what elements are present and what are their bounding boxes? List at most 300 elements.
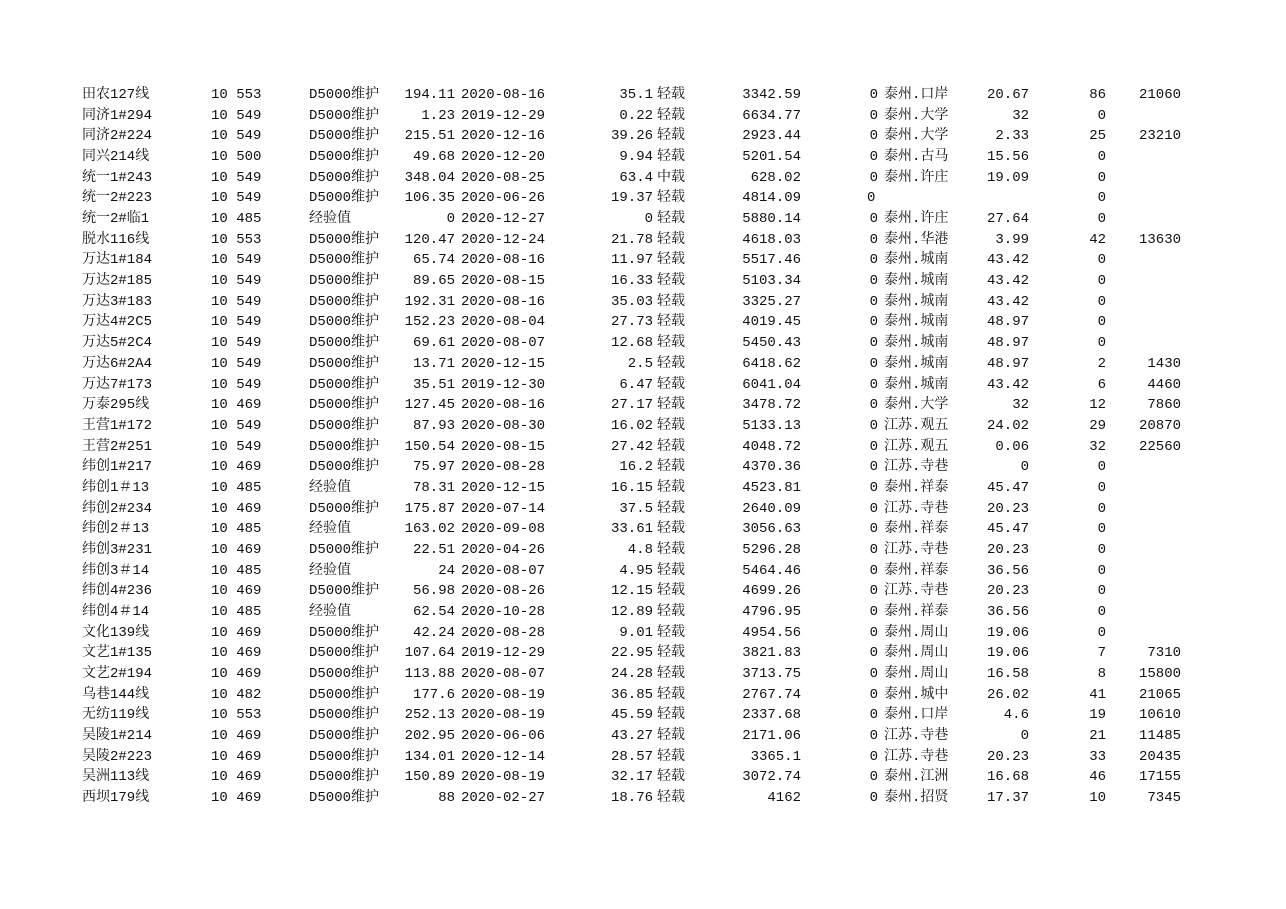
value-cell: 69.61 — [412, 335, 455, 352]
metric-cell: 43.42 — [986, 376, 1029, 393]
value-cell: 62.54 — [412, 604, 455, 620]
value-cell: 49.68 — [412, 149, 455, 166]
line-name-cell: 纬创3＃14 — [82, 562, 150, 579]
capacity-cell: 3072.74 — [742, 769, 801, 786]
location-cell: 江苏.观五 — [884, 417, 949, 434]
flag-cell: 0 — [869, 211, 878, 228]
load-status-cell: 轻载 — [657, 521, 685, 538]
metric-cell: 0 — [1020, 459, 1029, 476]
table-row — [0, 85, 1286, 106]
table-row — [0, 416, 1286, 437]
metric-cell: 36.56 — [986, 562, 1029, 579]
value-cell: 215.51 — [404, 128, 455, 145]
table-row — [0, 354, 1286, 375]
capacity-cell: 4048.72 — [742, 438, 801, 455]
flag-cell: 0 — [869, 479, 878, 496]
date-cell: 2020-08-26 — [461, 583, 546, 600]
metric-cell: 15.56 — [986, 149, 1029, 166]
load-status-cell: 轻载 — [657, 190, 685, 207]
method-cell: D5000维护 — [309, 541, 380, 558]
total-cell: 7860 — [1147, 397, 1181, 414]
method-cell: D5000维护 — [309, 107, 380, 124]
code-cell: 10 549 — [211, 252, 262, 269]
total-cell — [1110, 457, 1181, 478]
line-name-cell: 万达1#184 — [82, 252, 153, 269]
flag-cell: 0 — [869, 666, 878, 683]
code-cell: 10 469 — [211, 459, 262, 476]
count-cell: 0 — [1097, 149, 1106, 166]
location-cell: 江苏.观五 — [884, 438, 949, 455]
metric-cell: 20.23 — [986, 583, 1029, 600]
total-cell — [1110, 581, 1181, 602]
count-cell: 8 — [1097, 666, 1106, 683]
metric-cell: 24.02 — [986, 417, 1029, 434]
capacity-cell: 2337.68 — [742, 707, 801, 724]
rate-cell: 63.4 — [619, 169, 653, 186]
total-cell: 15800 — [1138, 666, 1181, 683]
total-cell — [1110, 168, 1181, 189]
line-name-cell: 西坝179线 — [82, 790, 150, 807]
method-cell: D5000维护 — [309, 376, 380, 393]
count-cell: 25 — [1089, 128, 1106, 145]
date-cell: 2020-08-16 — [461, 397, 546, 414]
date-cell: 2020-08-16 — [461, 252, 546, 269]
date-cell: 2020-12-14 — [461, 748, 546, 765]
flag-cell: 0 — [869, 583, 878, 600]
metric-cell: 0.06 — [995, 438, 1029, 455]
flag-cell: 0 — [869, 107, 878, 124]
date-cell: 2020-07-14 — [461, 500, 546, 517]
line-name-cell: 纬创3#231 — [82, 541, 153, 558]
load-status-cell: 轻载 — [657, 149, 685, 166]
total-cell — [1110, 499, 1181, 520]
method-cell: D5000维护 — [309, 397, 380, 414]
method-cell: D5000维护 — [309, 293, 380, 310]
capacity-cell: 3478.72 — [742, 397, 801, 414]
date-cell: 2020-08-16 — [461, 87, 546, 103]
load-status-cell: 轻载 — [657, 500, 685, 517]
metric-cell: 45.47 — [986, 479, 1029, 496]
count-cell: 0 — [1097, 335, 1106, 352]
method-cell: D5000维护 — [309, 128, 380, 145]
code-cell: 10 469 — [211, 500, 262, 517]
rate-cell: 33.61 — [610, 521, 653, 538]
line-name-cell: 吴陵2#223 — [82, 748, 153, 765]
line-name-cell: 纬创1#217 — [82, 459, 153, 476]
code-cell: 10 469 — [211, 541, 262, 558]
location-cell: 泰州.招贤 — [884, 790, 949, 807]
method-cell: D5000维护 — [309, 314, 380, 331]
load-status-cell: 轻载 — [657, 748, 685, 765]
value-cell: 35.51 — [412, 376, 455, 393]
value-cell: 113.88 — [404, 666, 455, 683]
method-cell: D5000维护 — [309, 417, 380, 434]
method-cell: D5000维护 — [309, 728, 380, 745]
count-cell: 21 — [1089, 728, 1106, 745]
method-cell: D5000维护 — [309, 500, 380, 517]
table-row — [0, 250, 1286, 271]
location-cell: 泰州.祥泰 — [884, 562, 949, 579]
load-status-cell: 轻载 — [657, 624, 685, 641]
capacity-cell: 2171.06 — [742, 728, 801, 745]
capacity-cell: 3325.27 — [742, 293, 801, 310]
rate-cell: 32.17 — [610, 769, 653, 786]
rate-cell: 36.85 — [610, 686, 653, 703]
value-cell: 87.93 — [412, 417, 455, 434]
count-cell: 0 — [1097, 211, 1106, 228]
flag-cell: 0 — [869, 231, 878, 248]
method-cell: D5000维护 — [309, 707, 380, 724]
line-name-cell: 同兴214线 — [82, 149, 150, 166]
capacity-cell: 4162 — [767, 790, 801, 807]
flag-cell: 0 — [869, 500, 878, 517]
value-cell: 89.65 — [412, 273, 455, 290]
metric-cell: 3.99 — [995, 231, 1029, 248]
load-status-cell: 轻载 — [657, 790, 685, 807]
count-cell: 0 — [1097, 521, 1106, 538]
location-cell: 泰州.城南 — [884, 355, 949, 372]
method-cell: D5000维护 — [309, 686, 380, 703]
total-cell — [1110, 519, 1181, 540]
capacity-cell: 628.02 — [750, 169, 801, 186]
table-row — [0, 395, 1286, 416]
table-row — [0, 209, 1286, 230]
table-row — [0, 457, 1286, 478]
flag-cell: 0 — [869, 417, 878, 434]
date-cell: 2020-08-30 — [461, 417, 546, 434]
metric-cell: 45.47 — [986, 521, 1029, 538]
rate-cell: 2.5 — [627, 355, 653, 372]
code-cell: 10 469 — [211, 397, 262, 414]
rate-cell: 16.33 — [610, 273, 653, 290]
table-row — [0, 168, 1286, 189]
line-name-cell: 万达7#173 — [82, 376, 153, 393]
total-cell: 7310 — [1147, 645, 1181, 662]
total-cell — [1110, 147, 1181, 168]
rate-cell: 16.15 — [610, 479, 653, 496]
line-name-cell: 田农127线 — [82, 87, 150, 103]
capacity-cell: 6418.62 — [742, 355, 801, 372]
location-cell: 泰州.周山 — [884, 624, 949, 641]
location-cell: 泰州.祥泰 — [884, 479, 949, 496]
method-cell: D5000维护 — [309, 624, 380, 641]
count-cell: 0 — [1097, 624, 1106, 641]
capacity-cell: 5880.14 — [742, 211, 801, 228]
metric-cell: 0 — [1020, 728, 1029, 745]
total-cell: 11485 — [1138, 728, 1181, 745]
line-name-cell: 乌巷144线 — [82, 686, 150, 703]
flag-cell: 0 — [869, 728, 878, 745]
flag-cell: 0 — [869, 355, 878, 372]
count-cell: 0 — [1097, 479, 1106, 496]
capacity-cell: 4370.36 — [742, 459, 801, 476]
value-cell: 0 — [446, 211, 455, 228]
total-cell: 7345 — [1147, 790, 1181, 807]
code-cell: 10 469 — [211, 748, 262, 765]
location-cell: 江苏.寺巷 — [884, 748, 949, 765]
table-row — [0, 147, 1286, 168]
method-cell: D5000维护 — [309, 666, 380, 683]
value-cell: 1.23 — [421, 107, 455, 124]
table-row — [0, 726, 1286, 747]
table-row — [0, 561, 1286, 582]
rate-cell: 27.73 — [610, 314, 653, 331]
flag-cell: 0 — [869, 686, 878, 703]
count-cell: 42 — [1089, 231, 1106, 248]
table-row — [0, 333, 1286, 354]
table-row — [0, 602, 1286, 623]
load-status-cell: 轻载 — [657, 273, 685, 290]
code-cell: 10 549 — [211, 293, 262, 310]
code-cell: 10 549 — [211, 335, 262, 352]
total-cell — [1110, 250, 1181, 271]
load-status-cell: 轻载 — [657, 107, 685, 124]
method-cell: D5000维护 — [309, 335, 380, 352]
location-cell: 泰州.城南 — [884, 314, 949, 331]
count-cell: 32 — [1089, 438, 1106, 455]
table-row — [0, 499, 1286, 520]
date-cell: 2020-08-25 — [461, 169, 546, 186]
table-row — [0, 788, 1286, 809]
capacity-cell: 3821.83 — [742, 645, 801, 662]
capacity-cell: 5464.46 — [742, 562, 801, 579]
date-cell: 2020-12-27 — [461, 211, 546, 228]
code-cell: 10 485 — [211, 604, 262, 620]
load-status-cell: 轻载 — [657, 438, 685, 455]
line-name-cell: 纬创4＃14 — [82, 604, 150, 620]
date-cell: 2020-08-07 — [461, 335, 546, 352]
code-cell: 10 485 — [211, 562, 262, 579]
rate-cell: 9.94 — [619, 149, 653, 166]
flag-cell: 0 — [869, 293, 878, 310]
line-name-cell: 文艺1#135 — [82, 645, 153, 662]
date-cell: 2020-12-24 — [461, 231, 546, 248]
total-cell: 22560 — [1138, 438, 1181, 455]
capacity-cell: 2640.09 — [742, 500, 801, 517]
capacity-cell: 5133.13 — [742, 417, 801, 434]
table-row — [0, 581, 1286, 602]
flag-cell: 0 — [869, 562, 878, 579]
line-name-cell: 同济1#294 — [82, 107, 153, 124]
location-cell: 泰州.周山 — [884, 645, 949, 662]
code-cell: 10 549 — [211, 314, 262, 331]
code-cell: 10 485 — [211, 521, 262, 538]
location-cell: 泰州.大学 — [884, 128, 949, 145]
flag-cell: 0 — [869, 438, 878, 455]
code-cell: 10 469 — [211, 583, 262, 600]
method-cell: D5000维护 — [309, 459, 380, 476]
count-cell: 0 — [1097, 190, 1106, 207]
line-name-cell: 万达4#2C5 — [82, 314, 153, 331]
table-row — [0, 540, 1286, 561]
count-cell: 29 — [1089, 417, 1106, 434]
count-cell: 10 — [1089, 790, 1106, 807]
value-cell: 75.97 — [412, 459, 455, 476]
total-cell: 23210 — [1138, 128, 1181, 145]
count-cell: 0 — [1097, 314, 1106, 331]
location-cell: 江苏.寺巷 — [884, 459, 949, 476]
value-cell: 78.31 — [412, 479, 455, 496]
table-row — [0, 375, 1286, 396]
date-cell: 2020-08-07 — [461, 666, 546, 683]
method-cell: D5000维护 — [309, 169, 380, 186]
code-cell: 10 549 — [211, 273, 262, 290]
date-cell: 2020-08-28 — [461, 624, 546, 641]
method-cell: 经验值 — [309, 211, 351, 228]
flag-cell: 0 — [869, 128, 878, 145]
date-cell: 2020-08-04 — [461, 314, 546, 331]
code-cell: 10 549 — [211, 190, 262, 207]
total-cell — [1110, 561, 1181, 582]
count-cell: 0 — [1097, 107, 1106, 124]
location-cell: 泰州.祥泰 — [884, 604, 949, 620]
flag-cell: 0 — [869, 521, 878, 538]
capacity-cell: 5517.46 — [742, 252, 801, 269]
load-status-cell: 轻载 — [657, 686, 685, 703]
flag-cell: 0 — [869, 748, 878, 765]
count-cell: 86 — [1089, 87, 1106, 103]
load-status-cell: 轻载 — [657, 335, 685, 352]
line-name-cell: 吴洲113线 — [82, 769, 150, 786]
line-name-cell: 文艺2#194 — [82, 666, 153, 683]
location-cell: 泰州.古马 — [884, 149, 949, 166]
capacity-cell: 2767.74 — [742, 686, 801, 703]
table-row — [0, 623, 1286, 644]
line-name-cell: 万达3#183 — [82, 293, 153, 310]
location-cell: 江苏.寺巷 — [884, 728, 949, 745]
table-row — [0, 292, 1286, 313]
date-cell: 2020-08-16 — [461, 293, 546, 310]
capacity-cell: 5450.43 — [742, 335, 801, 352]
value-cell: 163.02 — [404, 521, 455, 538]
method-cell: D5000维护 — [309, 273, 380, 290]
metric-cell: 16.68 — [986, 769, 1029, 786]
flag-cell: 0 — [869, 604, 878, 620]
line-name-cell: 吴陵1#214 — [82, 728, 153, 745]
location-cell — [884, 188, 957, 209]
code-cell: 10 469 — [211, 728, 262, 745]
load-status-cell: 轻载 — [657, 87, 685, 103]
metric-cell: 48.97 — [986, 335, 1029, 352]
metric-cell: 19.06 — [986, 645, 1029, 662]
rate-cell: 9.01 — [619, 624, 653, 641]
location-cell: 泰州.口岸 — [884, 87, 949, 103]
load-status-cell: 轻载 — [657, 231, 685, 248]
load-status-cell: 轻载 — [657, 376, 685, 393]
value-cell: 65.74 — [412, 252, 455, 269]
flag-cell: 0 — [869, 314, 878, 331]
table-row — [0, 478, 1286, 499]
line-name-cell: 万达6#2A4 — [82, 355, 153, 372]
metric-cell: 48.97 — [986, 314, 1029, 331]
line-name-cell: 纬创4#236 — [82, 583, 153, 600]
method-cell: D5000维护 — [309, 190, 380, 207]
metric-cell: 36.56 — [986, 604, 1029, 620]
line-name-cell: 纬创1＃13 — [82, 479, 150, 496]
load-status-cell: 轻载 — [657, 645, 685, 662]
location-cell: 泰州.周山 — [884, 666, 949, 683]
value-cell: 202.95 — [404, 728, 455, 745]
line-name-cell: 王营2#251 — [82, 438, 153, 455]
line-name-cell: 无纺119线 — [82, 707, 150, 724]
date-cell: 2020-08-19 — [461, 769, 546, 786]
load-status-cell: 中载 — [657, 169, 685, 186]
value-cell: 24 — [438, 562, 455, 579]
date-cell: 2020-08-19 — [461, 707, 546, 724]
total-cell: 1430 — [1147, 355, 1181, 372]
table-row — [0, 312, 1286, 333]
total-cell — [1110, 478, 1181, 499]
line-name-cell: 统一2#223 — [82, 190, 153, 207]
date-cell: 2020-12-16 — [461, 128, 546, 145]
table-row — [0, 664, 1286, 685]
value-cell: 194.11 — [404, 87, 455, 103]
value-cell: 150.89 — [404, 769, 455, 786]
date-cell: 2020-09-08 — [461, 521, 546, 538]
metric-cell: 4.6 — [1003, 707, 1029, 724]
value-cell: 150.54 — [404, 438, 455, 455]
table-row — [0, 705, 1286, 726]
metric-cell: 43.42 — [986, 293, 1029, 310]
rate-cell: 28.57 — [610, 748, 653, 765]
code-cell: 10 549 — [211, 438, 262, 455]
capacity-cell: 4796.95 — [742, 604, 801, 620]
date-cell: 2020-12-15 — [461, 355, 546, 372]
method-cell: D5000维护 — [309, 87, 380, 103]
code-cell: 10 485 — [211, 479, 262, 496]
capacity-cell: 5296.28 — [742, 541, 801, 558]
capacity-cell: 3713.75 — [742, 666, 801, 683]
location-cell: 泰州.许庄 — [884, 169, 949, 186]
method-cell: D5000维护 — [309, 231, 380, 248]
line-name-cell: 同济2#224 — [82, 128, 153, 145]
code-cell: 10 469 — [211, 666, 262, 683]
method-cell: D5000维护 — [309, 748, 380, 765]
line-name-cell: 纬创2#234 — [82, 500, 153, 517]
table-row — [0, 685, 1286, 706]
total-cell — [1110, 271, 1181, 292]
method-cell: D5000维护 — [309, 149, 380, 166]
load-status-cell: 轻载 — [657, 541, 685, 558]
total-cell — [1110, 623, 1181, 644]
metric-cell: 17.37 — [986, 790, 1029, 807]
total-cell — [1110, 540, 1181, 561]
load-status-cell: 轻载 — [657, 397, 685, 414]
value-cell: 13.71 — [412, 355, 455, 372]
capacity-cell: 4523.81 — [742, 479, 801, 496]
method-cell: 经验值 — [309, 604, 351, 620]
location-cell: 泰州.许庄 — [884, 211, 949, 228]
code-cell: 10 549 — [211, 169, 262, 186]
date-cell: 2020-06-26 — [461, 190, 546, 207]
date-cell: 2019-12-29 — [461, 645, 546, 662]
code-cell: 10 549 — [211, 107, 262, 124]
method-cell: D5000维护 — [309, 645, 380, 662]
total-cell: 10610 — [1138, 707, 1181, 724]
flag-cell: 0 — [869, 169, 878, 186]
load-status-cell: 轻载 — [657, 417, 685, 434]
count-cell: 0 — [1097, 541, 1106, 558]
line-name-cell: 统一1#243 — [82, 169, 153, 186]
code-cell: 10 482 — [211, 686, 262, 703]
location-cell: 泰州.祥泰 — [884, 521, 949, 538]
date-cell: 2020-10-28 — [461, 604, 546, 620]
count-cell: 0 — [1097, 459, 1106, 476]
value-cell: 107.64 — [404, 645, 455, 662]
code-cell: 10 553 — [211, 87, 262, 103]
line-name-cell: 王营1#172 — [82, 417, 153, 434]
date-cell: 2020-08-15 — [461, 438, 546, 455]
